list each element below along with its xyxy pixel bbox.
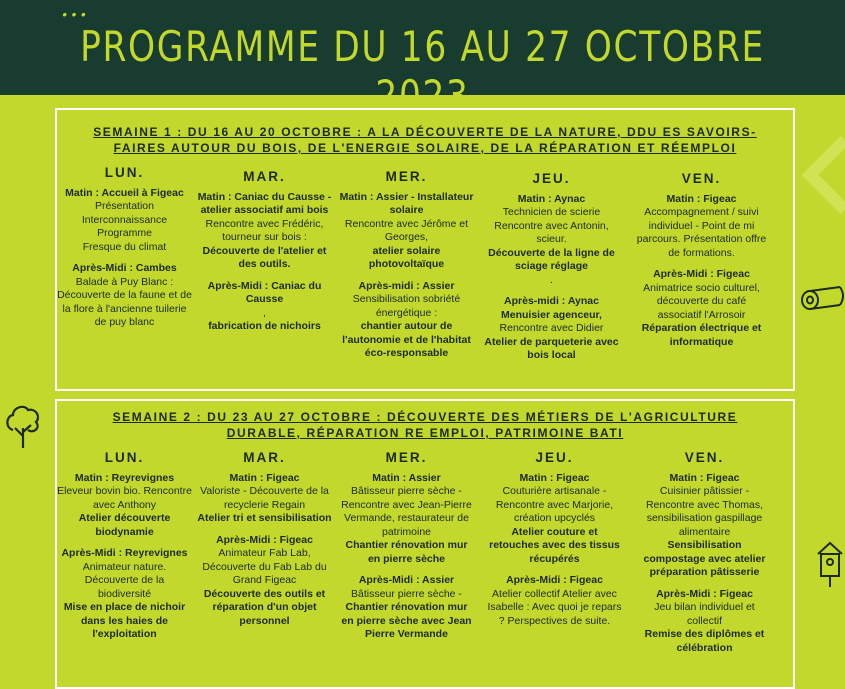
activity-text: Rencontre avec Didier	[499, 322, 604, 334]
activity-text: Couturière artisanale - Rencontre avec Marjorie, création upcyclés	[495, 485, 614, 524]
day-heading: JEU.	[532, 171, 571, 186]
spacer	[484, 287, 619, 295]
day-heading: LUN.	[104, 450, 145, 465]
week2-col-mer	[339, 451, 474, 642]
activity-text: Balade à Puy Blanc : Découverte de la faune et de la flore à l'ancienne tuilerie de puy blanc	[57, 275, 192, 328]
week1-title-line1: SEMAINE 1 : DU 16 AU 20 OCTOBRE : A LA DÉCOUVERTE DE LA NATURE, DDU ES SAVOIRS-	[93, 125, 757, 139]
activity-highlight: Après-Midi : Reyrevignes	[61, 547, 188, 559]
spacer	[637, 580, 772, 588]
activity-text: Programme	[97, 227, 152, 239]
activity-text: Accompagnement / suivi individuel - Point de mi parcours. Présentation offre de formations.	[636, 206, 767, 259]
spacer	[339, 272, 474, 280]
activity-text: Rencontre avec Jérôme et Georges,	[344, 217, 469, 243]
activity-text: Animatrice socio culturel, découverte du café associatif l'Arrosoir	[643, 281, 760, 321]
week2-title-line1: SEMAINE 2 : DU 23 AU 27 OCTOBRE : DÉCOUVERTE DES MÉTIERS DE L'AGRICULTURE	[112, 410, 738, 424]
activity-text: Interconnaissance	[81, 213, 168, 226]
activity-text: Rencontre avec Frédéric, tourneur sur bois :	[205, 217, 324, 243]
week2-col-ven	[637, 451, 772, 655]
day-heading: MAR.	[243, 450, 286, 465]
activity-text: Atelier collectif Atelier avec Isabelle : Avec quoi je repars ? Perspectives de suite.	[487, 587, 622, 627]
activity-highlight: Chantier rénovation mur en pierre sèche	[345, 539, 468, 565]
activity-text: Valoriste - Découverte de la recyclerie Regain	[200, 485, 329, 511]
spacer	[634, 260, 769, 268]
birdhouse-icon	[815, 540, 845, 588]
day-heading: JEU.	[535, 450, 574, 465]
activity-highlight: fabrication de nichoirs	[208, 320, 321, 332]
page-title: PROGRAMME DU 16 AU 27 OCTOBRE 2023	[80, 22, 765, 120]
activity-highlight: Réparation électrique et informatique	[641, 322, 762, 348]
log-icon	[800, 282, 845, 317]
activity-highlight: Après-Midi : Figeac	[653, 268, 750, 280]
spacer	[197, 272, 332, 280]
week2-col-lun	[57, 451, 192, 642]
activity-highlight: Mise en place de nichoir dans les haies de l'exploitation	[63, 601, 186, 640]
activity-text: Bâtisseur pierre sèche -	[351, 587, 462, 600]
activity-text: ,	[263, 306, 266, 319]
activity-text: Présentation	[95, 200, 154, 212]
activity-highlight: Découverte des outils et réparation d'un objet personnel	[203, 587, 326, 627]
activity-highlight: Atelier de parqueterie avec bois local	[484, 335, 619, 361]
spacer	[57, 254, 192, 262]
week1-col-lun	[57, 166, 192, 330]
week1-title	[57, 124, 793, 156]
activity-highlight: Atelier découverte biodynamie	[78, 512, 171, 538]
activity-highlight: Matin : Figeac	[669, 471, 740, 484]
activity-highlight: Découverte de l'atelier et des outils.	[202, 244, 327, 270]
activity-highlight: atelier solaire photovoltaïque	[368, 244, 445, 270]
day-heading: MER.	[385, 450, 428, 465]
activity-highlight: Remise des diplômes et célébration	[644, 628, 765, 654]
header-script-fragment: …	[60, 0, 96, 23]
activity-highlight: Matin : Reyrevignes	[74, 471, 175, 484]
day-heading: MER.	[385, 169, 428, 184]
activity-highlight: Chantier rénovation mur en pierre sèche avec Jean Pierre Vermande	[341, 601, 472, 640]
spacer	[487, 566, 622, 574]
activity-highlight: Découverte de la ligne de sciage réglage	[488, 246, 615, 272]
day-heading: VEN.	[681, 171, 722, 186]
week1-col-jeu	[484, 172, 619, 363]
activity-text: Animateur Fab Lab, Découverte du Fab Lab du Grand Figeac	[202, 547, 327, 586]
week2-col-mar	[197, 451, 332, 628]
day-heading: VEN.	[684, 450, 725, 465]
activity-highlight: Matin : Figeac	[666, 192, 737, 205]
activity-highlight: Matin : Accueil à Figeac	[65, 186, 184, 199]
activity-highlight: Après-midi : Aynac Menuisier agenceur,	[501, 295, 602, 321]
activity-highlight: Après-Midi : Caniac du Causse	[207, 279, 322, 305]
activity-text: Fresque du climat	[82, 240, 167, 253]
activity-highlight: Matin : Figeac	[229, 471, 300, 484]
activity-highlight: Atelier tri et sensibilisation	[197, 512, 332, 524]
activity-text: Rencontre avec Antonin, scieur.	[494, 219, 609, 245]
activity-highlight: Matin : Figeac	[519, 471, 590, 484]
background-chevron-shape	[800, 130, 845, 220]
activity-highlight: Matin : Assier	[372, 471, 441, 484]
activity-highlight: Matin : Aynac	[517, 192, 586, 205]
tree-icon	[3, 402, 43, 452]
activity-text: Bâtisseur pierre sèche - Rencontre avec Jean-Pierre Vermande, restaurateur de patrimoine	[341, 485, 472, 538]
spacer	[339, 566, 474, 574]
activity-highlight: Après-Midi : Figeac	[216, 533, 313, 546]
day-heading: MAR.	[243, 169, 286, 184]
week1-col-mer	[339, 170, 474, 361]
activity-highlight: chantier autour de l'autonomie et de l'habitat éco-responsable	[342, 320, 471, 359]
activity-highlight: Matin : Caniac du Causse - atelier associatif ami bois	[197, 190, 332, 216]
activity-text: Technicien de scierie	[502, 206, 601, 218]
week2-title-line2: DURABLE, RÉPARATION RE EMPLOI, PATRIMOINE BATI	[226, 426, 624, 440]
activity-text: Sensibilisation sobriété énergétique :	[352, 293, 461, 319]
week2-col-jeu	[487, 451, 622, 628]
activity-highlight: Atelier couture et retouches avec des tissus récupérés	[489, 525, 620, 565]
week1-frame	[55, 108, 795, 391]
activity-highlight: Après-Midi : Figeac	[506, 574, 603, 586]
activity-highlight: Après-midi : Assier	[358, 279, 455, 292]
activity-highlight: Sensibilisation compostage avec atelier préparation pâtisserie	[643, 539, 766, 578]
week1-col-mar	[197, 170, 332, 334]
week1-col-ven	[634, 172, 769, 349]
activity-text: Eleveur bovin bio. Rencontre avec Anthony	[57, 485, 192, 511]
week2-title	[57, 409, 793, 441]
spacer	[197, 526, 332, 534]
activity-text: Cuisinier pâtissier - Rencontre avec Thomas, sensibilisation gaspillage alimentaire	[645, 485, 764, 538]
activity-highlight: Après-Midi : Cambes	[72, 262, 177, 274]
header-banner	[0, 0, 845, 120]
activity-highlight: Matin : Assier - Installateur solaire	[339, 190, 474, 216]
activity-text: Jeu bilan individuel et collectif	[654, 601, 755, 627]
activity-highlight: Après-Midi : Assier	[358, 574, 455, 586]
activity-text: .	[550, 273, 553, 286]
week1-title-line2: FAIRES AUTOUR DU BOIS, DE L'ENERGIE SOLAIRE, DE LA RÉPARATION ET RÉEMPLOI	[113, 141, 737, 155]
activity-highlight: Après-Midi : Figeac	[656, 587, 753, 600]
week2-frame	[55, 399, 795, 689]
spacer	[57, 539, 192, 547]
activity-text: Animateur nature. Découverte de la biodiversité	[82, 560, 167, 600]
day-heading: LUN.	[104, 165, 145, 180]
